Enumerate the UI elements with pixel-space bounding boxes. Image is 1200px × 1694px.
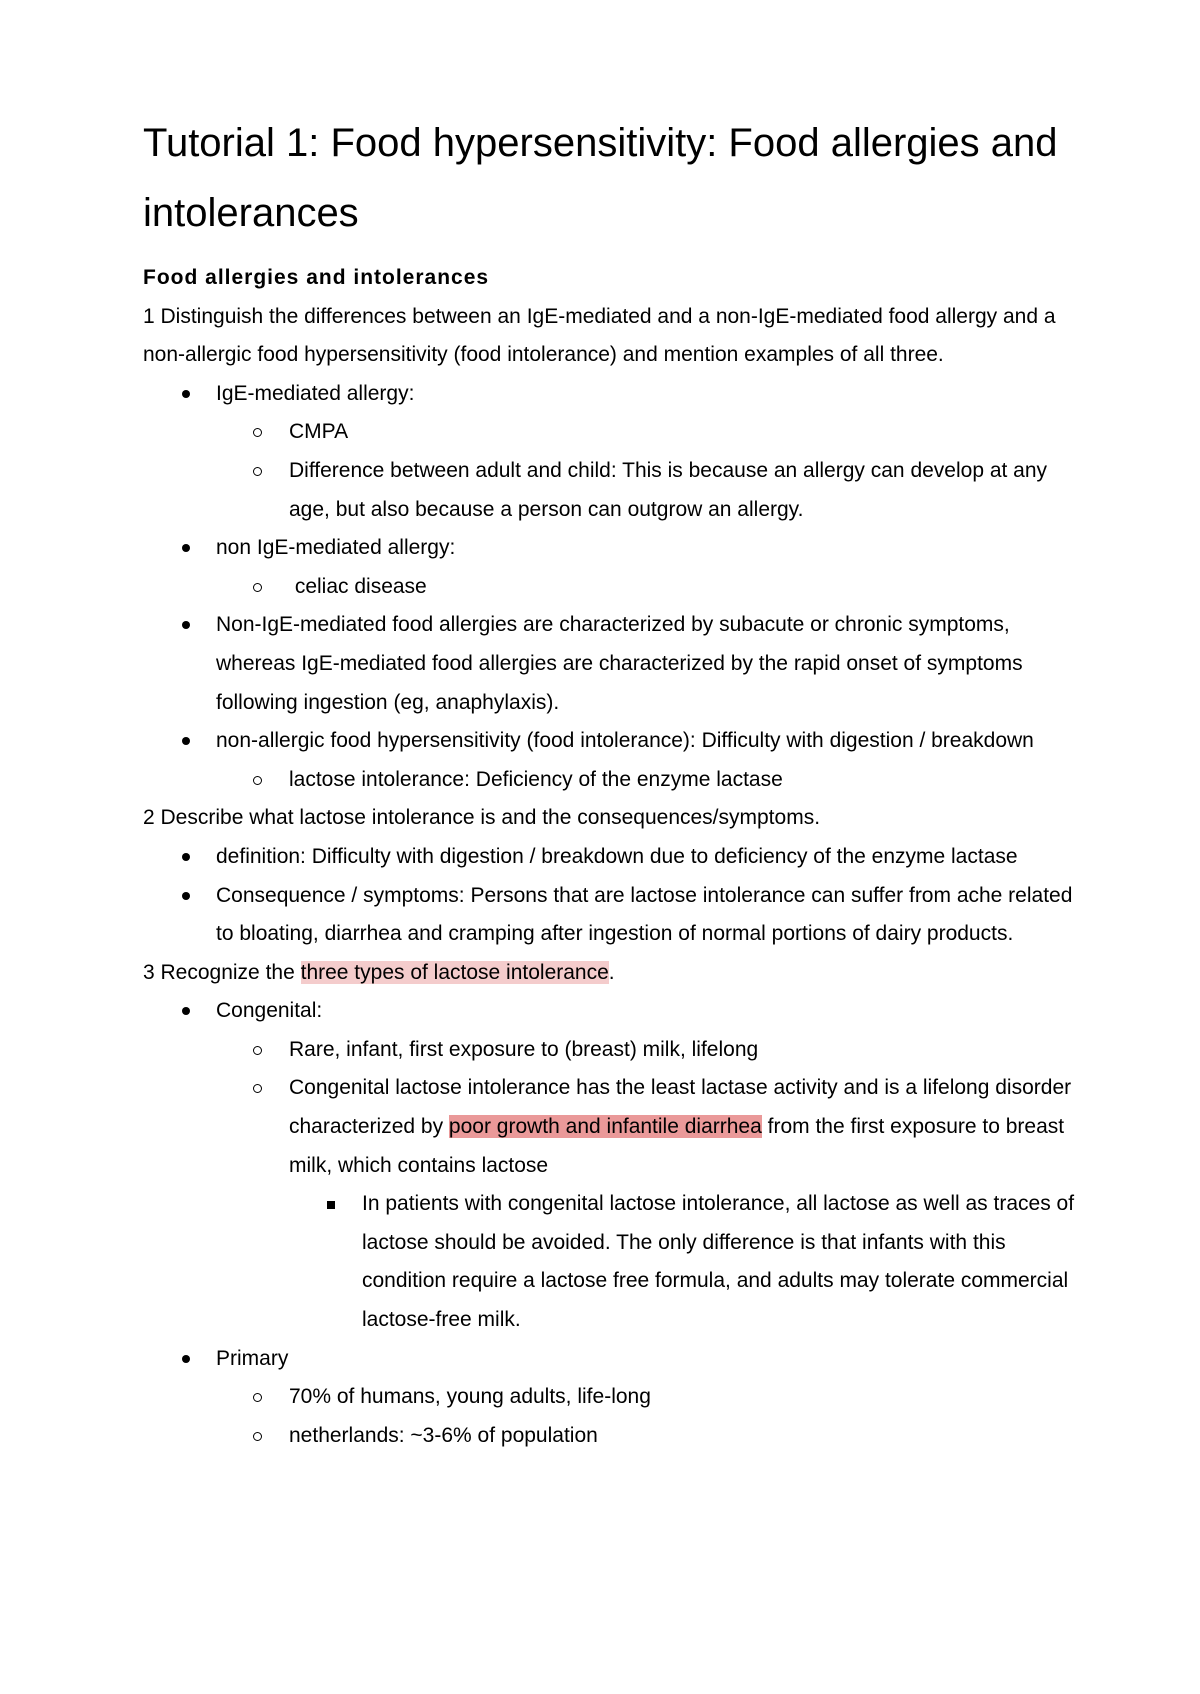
hollow-circle-bullet-icon [253,467,262,476]
sub-list-item [143,568,1078,607]
section-heading: Food allergies and intolerances [143,266,490,289]
list-item-text: Congenital: [216,999,323,1023]
sub-list-item-text-part: Congenital lactose intolerance has the least lactase activity and is a lifelong disorder characterized by [289,1076,1072,1139]
sub-list-item-text: 70% of humans, young adults, life-long [289,1385,651,1409]
list-item [143,529,1078,568]
sub-list [143,1378,1078,1455]
sub-sub-list [143,1185,1078,1339]
list-item [143,375,1078,414]
sub-list [143,568,1078,607]
highlighted-text: three types of lactose intolerance [300,960,609,984]
filled-circle-bullet-icon [182,737,190,745]
hollow-circle-bullet-icon [253,1393,262,1402]
question-1-list [143,375,1078,414]
sub-list [143,413,1078,529]
sub-list [143,1031,1078,1185]
question-3 [143,954,1078,993]
question-1-list [143,529,1078,568]
question-2-list [143,838,1078,954]
list-item-text: Non-IgE-mediated food allergies are characterized by subacute or chronic symptoms, whereas IgE-mediated food allergies are characterized by the rapid onset of symptoms following ingestion (eg, anaphylaxis). [216,613,1023,714]
highlighted-text: poor growth and infantile diarrhea [448,1115,762,1139]
sub-sub-list-item [143,1185,1078,1339]
sub-sub-list-item-text: In patients with congenital lactose intolerance, all lactose as well as traces of lactose should be avoided. The only difference is that infants with this condition require a lactose free formula, and adults may tolerate commercial lactose-free milk. [362,1192,1075,1332]
sub-list-item-text: netherlands: ~3-6% of population [289,1423,598,1447]
list-item [143,877,1078,954]
sub-list-item [143,1378,1078,1417]
filled-circle-bullet-icon [182,1355,190,1363]
list-item [143,722,1078,761]
hollow-circle-bullet-icon [253,1084,262,1093]
list-item-text: definition: Difficulty with digestion / breakdown due to deficiency of the enzyme lactase [216,844,1018,868]
document-body [143,259,1078,1455]
list-item [143,838,1078,877]
list-item-text: IgE-mediated allergy: [216,381,415,405]
list-item-text: non-allergic food hypersensitivity (food intolerance): Difficulty with digestion / breakdown [216,729,1034,753]
sub-list-item [143,413,1078,452]
question-1-list [143,606,1078,760]
sub-list-item-text: Difference between adult and child: This is because an allergy can develop at any age, but also because a person can outgrow an allergy. [289,458,1048,521]
sub-list-item-text: lactose intolerance: Deficiency of the enzyme lactase [289,767,783,791]
sub-list-item [143,761,1078,800]
square-bullet-icon [327,1201,335,1209]
filled-circle-bullet-icon [182,892,190,900]
question-3-list [143,992,1078,1031]
hollow-circle-bullet-icon [253,428,262,437]
question-2: 2 Describe what lactose intolerance is and the consequences/symptoms. [143,806,821,830]
question-3-text: 3 Recognize the [143,960,301,984]
filled-circle-bullet-icon [182,1007,190,1015]
list-item [143,1340,1078,1379]
hollow-circle-bullet-icon [253,776,262,785]
sub-list-item [143,1069,1078,1185]
sub-list [143,761,1078,800]
filled-circle-bullet-icon [182,390,190,398]
list-item-text: Consequence / symptoms: Persons that are lactose intolerance can suffer from ache related to bloating, diarrhea and cramping after ingestion of normal portions of dairy products. [216,883,1073,946]
filled-circle-bullet-icon [182,853,190,861]
filled-circle-bullet-icon [182,621,190,629]
filled-circle-bullet-icon [182,544,190,552]
sub-list-item [143,452,1078,529]
hollow-circle-bullet-icon [253,1046,262,1055]
sub-list-item [143,1417,1078,1456]
hollow-circle-bullet-icon [253,583,262,592]
list-item [143,606,1078,722]
question-1: 1 Distinguish the differences between an IgE-mediated and a non-IgE-mediated food allergy and a non-allergic food hypersensitivity (food intolerance) and mention examples of all three. [143,304,1056,367]
page-title: Tutorial 1: Food hypersensitivity: Food allergies and intolerances [143,121,1058,235]
question-3-list [143,1340,1078,1379]
sub-list-item-text-part: from the first exposure to breast milk, which contains lactose [289,1115,1065,1177]
list-item-text: Primary [216,1346,289,1370]
sub-list-item-text: CMPA [289,420,349,444]
list-item [143,992,1078,1031]
sub-list-item-text [289,1076,1071,1176]
question-3-text-end: . [608,960,615,984]
sub-list-item [143,1031,1078,1070]
sub-list-item-text: Rare, infant, first exposure to (breast) milk, lifelong [289,1037,759,1061]
sub-list-item-text: celiac disease [289,574,427,598]
list-item-text: non IgE-mediated allergy: [216,536,456,560]
hollow-circle-bullet-icon [253,1432,262,1441]
